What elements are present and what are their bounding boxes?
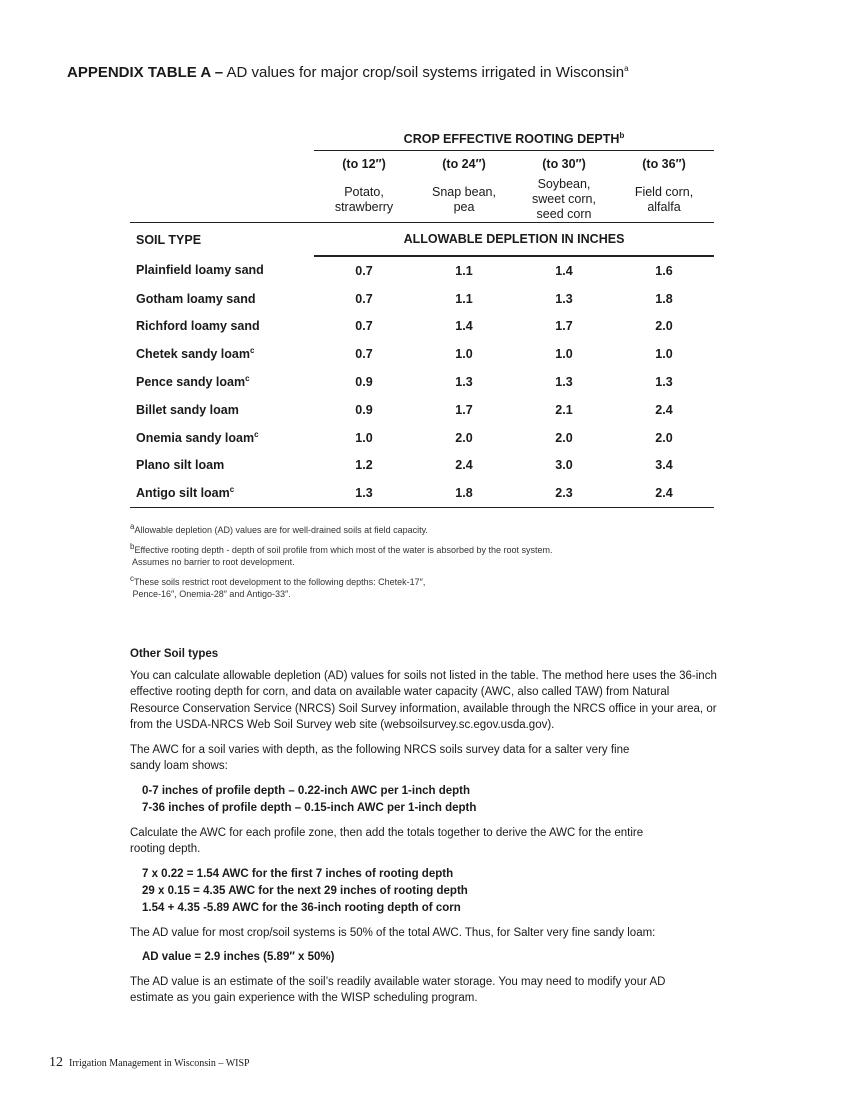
ad-value-cell: 1.0 [455, 347, 473, 362]
ad-value-cell: 3.0 [555, 458, 573, 473]
footnote-a: $^a$Allowable depletion (AD) values are for well-drained soils at field capacity. [130, 522, 428, 535]
ad-value-cell: 2.0 [555, 430, 573, 445]
ad-value-line: AD value = 2.9 inches (5.89″ x 50%) [142, 951, 335, 963]
page-title [67, 64, 629, 81]
page-number: 12 [49, 1055, 63, 1070]
soil-name: Richford loamy sand [136, 319, 260, 334]
ad-value-cell: 0.7 [355, 347, 373, 362]
awc-calculation-list: 7 x 0.22 = 1.54 AWC for the first 7 inches of rooting depth 29 x 0.15 = 4.35 AWC for the next 29 inches of rooting depth 1.54 + 4.35 -5.89 AWC for the 36-inch rooting depth of corn [142, 867, 468, 914]
soil-name: Plainfield loamy sand [136, 263, 264, 278]
soil-name: Billet sandy loam [136, 402, 239, 417]
ad-value-cell: 1.8 [655, 291, 673, 306]
other-soil-types-section [130, 646, 720, 1015]
depth-header: (to 12″) [342, 157, 386, 171]
ad-value-cell: 1.3 [314, 479, 414, 507]
page-footer [49, 1053, 250, 1071]
ad-value-cell: 0.7 [355, 263, 373, 278]
table-row [130, 285, 714, 313]
soil-type-header: SOIL TYPE [136, 232, 202, 247]
table-row [130, 452, 714, 480]
ad-value-cell: 1.1 [455, 263, 473, 278]
ad-value-cell: 2.4 [455, 458, 473, 473]
ad-value-cell: 1.3 [555, 291, 573, 306]
ad-value-cell: 2.4 [655, 402, 673, 417]
ad-value-cell: 0.7 [355, 319, 373, 334]
footnote-b: $^b$Effective rooting depth - depth of soil profile from which most of the water is absorbed by the root system. Assumes no barrier to root development. [130, 542, 553, 567]
table-row [130, 368, 714, 396]
depth-awc-list: 0-7 inches of profile depth – 0.22-inch AWC per 1-inch depth 7-36 inches of profile depth – 0.15-inch AWC per 1-inch depth [142, 784, 477, 814]
ad-value-cell: 1.7 [455, 402, 473, 417]
paragraph: The AD value for most crop/soil systems is 50% of the total AWC. Thus, for Salter very fine sandy loam: [130, 926, 656, 939]
footnote-c: $^c$These soils restrict root development to the following depths: Chetek-17″, Pence-16″, Onemia-28″ and Antigo-33″. [130, 574, 426, 599]
ad-value-cell: 1.3 [455, 375, 473, 390]
crop-header: Soybean, sweet corn, seed corn [532, 177, 596, 221]
ad-value-cell: 1.4 [555, 263, 573, 278]
ad-value-cell: 1.1 [455, 291, 473, 306]
ad-value-cell: 2.0 [655, 319, 673, 334]
table-row [130, 396, 714, 424]
ad-value-cell: 1.7 [555, 319, 573, 334]
ad-value-cell: 1.0 [355, 430, 373, 445]
depth-header: (to 24″) [442, 157, 486, 171]
ad-value-cell: 3.4 [655, 458, 673, 473]
crop-header: Potato, strawberry [334, 184, 394, 214]
ad-value-cell: 2.0 [455, 430, 473, 445]
ad-value-cell: 2.1 [555, 402, 573, 417]
soil-name: Chetek sandy loam$^c$ [136, 346, 255, 362]
crop-depth-header: CROP EFFECTIVE ROOTING DEPTH$^b$ [314, 128, 714, 151]
ad-value-cell: 2.0 [655, 430, 673, 445]
ad-value-cell: 2.4 [614, 479, 714, 507]
depth-header: (to 36″) [642, 157, 686, 171]
ad-value-cell: 1.3 [555, 375, 573, 390]
ad-value-cell: 1.3 [655, 375, 673, 390]
soil-name: Pence sandy loam$^c$ [136, 373, 250, 390]
soil-name: Plano silt loam [136, 458, 225, 473]
ad-value-cell: 1.6 [655, 263, 673, 278]
paragraph: You can calculate allowable depletion (AD) values for soils not listed in the table. The method here uses the 36-inch effective rooting depth for corn, and data on available water capacity (AWC, also called TAW) from Natural Resource Conservation Service (NRCS) Soil Survey information, available through the NRCS office in your area, or from the USDA-NRCS Web Soil Survey web site (websoilsurvey.sc.egov.usda.gov). [130, 669, 717, 731]
ad-value-cell: 0.9 [355, 375, 373, 390]
ad-value-cell: 1.0 [555, 347, 573, 362]
section-heading: Other Soil types [130, 648, 219, 660]
crop-header: Field corn, alfalfa [634, 184, 694, 214]
allowable-depletion-header: ALLOWABLE DEPLETION IN INCHES [314, 223, 714, 257]
title-text: AD values for major crop/soil systems irrigated in Wisconsin [223, 64, 625, 81]
publication-title: Irrigation Management in Wisconsin – WISP [69, 1058, 250, 1069]
ad-value-cell: 1.4 [455, 319, 473, 334]
table-row [130, 340, 714, 368]
table-row [130, 256, 714, 285]
paragraph: The AWC for a soil varies with depth, as the following NRCS soils survey data for a salter very fine sandy loam shows: [130, 743, 630, 772]
ad-value-cell: 1.0 [655, 347, 673, 362]
ad-values-table [130, 128, 714, 508]
paragraph: Calculate the AWC for each profile zone, then add the totals together to derive the AWC for the entire rooting depth. [130, 826, 644, 855]
table-row [130, 313, 714, 341]
soil-name: Gotham loamy sand [136, 291, 256, 306]
paragraph: The AD value is an estimate of the soil’s readily available water storage. You may need to modify your AD estimate as you gain experience with the WISP scheduling program. [130, 975, 666, 1004]
table-row [130, 479, 714, 507]
ad-value-cell: 0.9 [355, 402, 373, 417]
crop-header: Snap bean, pea [432, 184, 496, 214]
depth-header: (to 30″) [542, 157, 586, 171]
soil-name: Onemia sandy loam$^c$ [136, 429, 259, 445]
ad-value-cell: 0.7 [355, 291, 373, 306]
title-sup: a [624, 64, 629, 73]
ad-value-cell: 1.2 [355, 458, 373, 473]
ad-value-cell: 1.8 [414, 479, 514, 507]
ad-value-cell: 2.3 [514, 479, 614, 507]
title-label: APPENDIX TABLE A – [67, 64, 224, 81]
soil-name: Antigo silt loam$^c$ [130, 479, 314, 507]
table-row [130, 424, 714, 452]
